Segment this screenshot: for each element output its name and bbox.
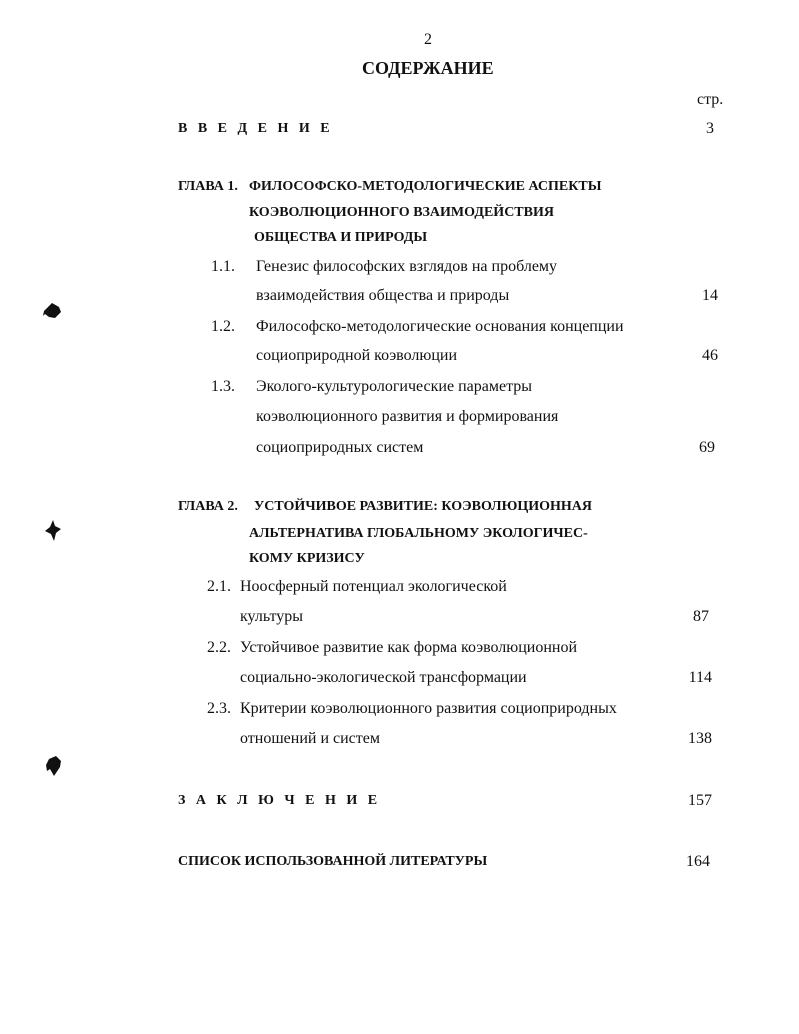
punch-hole-mark-icon (43, 301, 61, 323)
section-title-line: Критерии коэволюционного развития социоприродных (240, 700, 617, 717)
chapter-title-line: ФИЛОСОФСКО-МЕТОДОЛОГИЧЕСКИЕ АСПЕКТЫ (249, 179, 602, 194)
section-title-line: социоприродной коэволюции (256, 347, 458, 364)
section-title-line: отношений и систем (240, 730, 380, 747)
toc-label: З А К Л Ю Ч Е Н И Е (178, 793, 381, 808)
punch-hole-mark-icon (45, 756, 63, 778)
toc-page: 46 (702, 347, 718, 364)
section-title-line: Устойчивое развитие как форма коэволюционной (240, 639, 578, 656)
chapter-title-line: АЛЬТЕРНАТИВА ГЛОБАЛЬНОМУ ЭКОЛОГИЧЕС- (249, 526, 588, 541)
section-number: 2.1. (207, 578, 231, 595)
section-number: 2.3. (207, 700, 231, 717)
section-number: 1.1. (211, 258, 235, 275)
toc-page: 138 (688, 730, 712, 747)
chapter-prefix: ГЛАВА 2. (178, 499, 238, 514)
toc-page: 14 (702, 287, 718, 304)
toc-page: 3 (706, 120, 714, 137)
section-title-line: культуры (240, 608, 304, 625)
section-title-line: Философско-методологические основания концепции (256, 318, 624, 335)
chapter-title-line: УСТОЙЧИВОЕ РАЗВИТИЕ: КОЭВОЛЮЦИОННАЯ (254, 499, 592, 514)
chapter-prefix: ГЛАВА 1. (178, 179, 238, 194)
page-column-header: стр. (697, 91, 724, 108)
toc-page: 164 (686, 853, 710, 870)
section-title-line: Ноосферный потенциал экологической (240, 578, 507, 595)
section-number: 1.3. (211, 378, 235, 395)
toc-page: 157 (688, 792, 712, 809)
section-number: 1.2. (211, 318, 235, 335)
page-number: 2 (424, 31, 432, 48)
toc-page: 87 (693, 608, 709, 625)
chapter-title-line: КОМУ КРИЗИСУ (249, 551, 365, 566)
page-title: СОДЕРЖАНИЕ (362, 58, 494, 78)
section-title-line: взаимодействия общества и природы (256, 287, 510, 304)
toc-page: 114 (688, 669, 712, 686)
chapter-title-line: КОЭВОЛЮЦИОННОГО ВЗАИМОДЕЙСТВИЯ (249, 205, 554, 220)
chapter-title-line: ОБЩЕСТВА И ПРИРОДЫ (254, 230, 428, 245)
punch-hole-mark-icon (44, 520, 62, 542)
toc-label: СПИСОК ИСПОЛЬЗОВАННОЙ ЛИТЕРАТУРЫ (178, 854, 488, 869)
section-title-line: Эколого-культурологические параметры (256, 378, 532, 395)
section-title-line: коэволюционного развития и формирования (256, 408, 559, 425)
toc-page: 69 (699, 439, 715, 456)
section-title-line: социоприродных систем (256, 439, 424, 456)
section-number: 2.2. (207, 639, 231, 656)
section-title-line: Генезис философских взглядов на проблему (256, 258, 558, 275)
toc-label: В В Е Д Е Н И Е (178, 121, 334, 136)
section-title-line: социально-экологической трансформации (240, 669, 527, 686)
